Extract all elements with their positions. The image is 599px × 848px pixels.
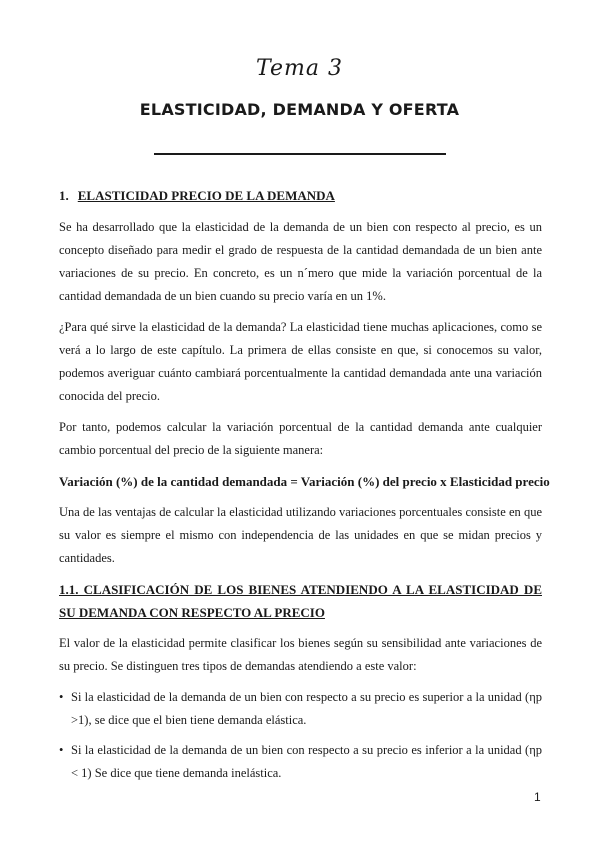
list-item xyxy=(59,739,542,785)
section-1-title: ELASTICIDAD PRECIO DE LA DEMANDA xyxy=(77,188,335,203)
chapter-label: Tema 3 xyxy=(256,56,343,81)
section-1-1-heading: 1.1. CLASIFICACIÓN DE LOS BIENES ATENDIENDO A LA ELASTICIDAD DE SU DEMANDA CON RESPECTO AL PRECIO xyxy=(59,582,542,620)
section-1-number: 1. xyxy=(59,188,69,203)
paragraph-advantages: Una de las ventajas de calcular la elasticidad utilizando variaciones porcentuales consiste en que su valor es siempre el mismo con independencia de las unidades en que se midan precios y cantidades. xyxy=(59,505,542,565)
paragraph-definition: Se ha desarrollado que la elasticidad de la demanda de un bien con respecto al precio, es un concepto diseñado para medir el grado de respuesta de la cantidad demandada de un bien ante variaciones de su precio. En concreto, es un n´mero que mide la variación porcentual de la cantidad demandada de un bien cuando su precio varía en un 1%. xyxy=(59,220,542,303)
paragraph-classification: El valor de la elasticidad permite clasificar los bienes según su sensibilidad ante variaciones de su precio. Se distinguen tres tipos de demandas atendiendo a este valor: xyxy=(59,636,542,673)
formula: Variación (%) de la cantidad demandada = Variación (%) del precio x Elasticidad precio xyxy=(59,474,550,489)
page-number: 1 xyxy=(534,790,541,804)
page-title: ELASTICIDAD, DEMANDA Y OFERTA xyxy=(139,100,460,119)
document-body xyxy=(59,184,550,792)
demand-types-list xyxy=(59,686,542,785)
section-1-heading xyxy=(59,184,542,207)
title-divider xyxy=(154,153,446,155)
list-item-text: Si la elasticidad de la demanda de un bien con respecto a su precio es inferior a la unidad (ηp < 1) Se dice que tiene demanda inelástica. xyxy=(71,743,542,780)
list-item-text: Si la elasticidad de la demanda de un bien con respecto a su precio es superior a la unidad (ηp >1), se dice que el bien tiene demanda elástica. xyxy=(71,690,542,727)
list-item xyxy=(59,686,542,732)
bullet-icon: • xyxy=(59,743,64,757)
bullet-icon: • xyxy=(59,690,64,704)
paragraph-calculation: Por tanto, podemos calcular la variación porcentual de la cantidad demanda ante cualquier cambio porcentual del precio de la siguiente manera: xyxy=(59,420,542,457)
paragraph-uses: ¿Para qué sirve la elasticidad de la demanda? La elasticidad tiene muchas aplicaciones, como se verá a lo largo de este capítulo. La primera de ellas consiste en que, si conocemos su valor, podemos averiguar cuánto cambiará porcentualmente la cantidad demandada ante una variación conocida del precio. xyxy=(59,320,542,403)
